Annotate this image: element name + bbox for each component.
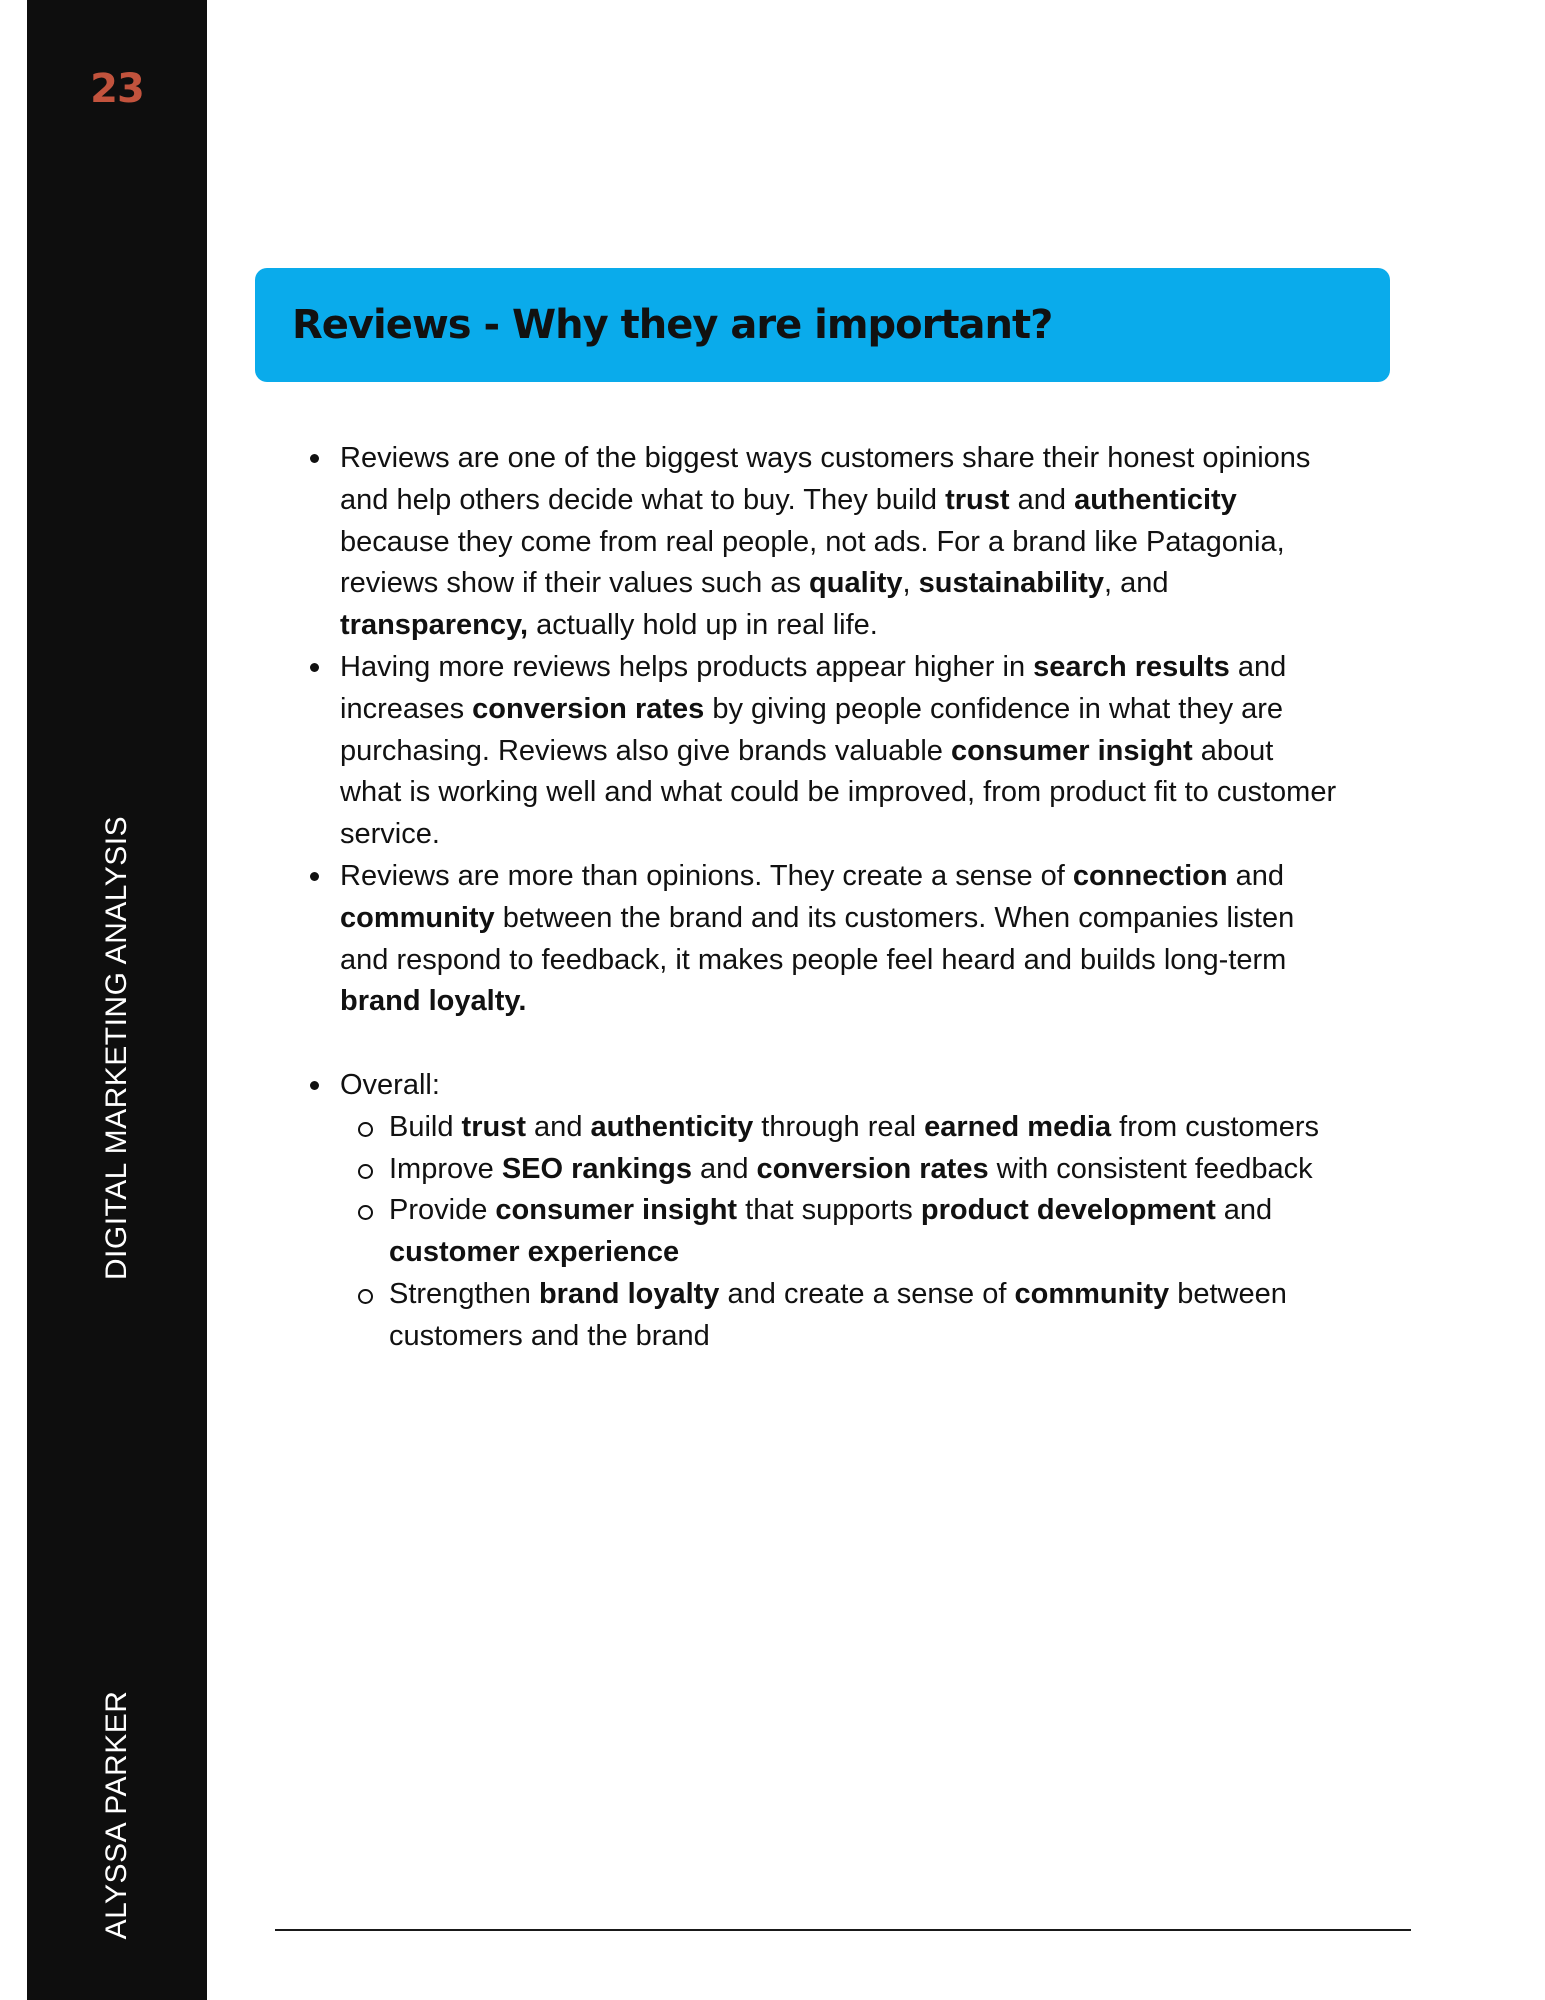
bold-term: authenticity — [590, 1110, 754, 1143]
footer-divider — [275, 1929, 1411, 1931]
text-run: that supports — [737, 1194, 921, 1227]
bold-term: search results — [1033, 650, 1230, 683]
text-run: and — [1009, 483, 1075, 516]
bold-term: authenticity — [1074, 483, 1237, 516]
text-run: Provide — [389, 1194, 496, 1227]
bold-term: connection — [1072, 859, 1228, 892]
text-run: Reviews are more than opinions. They create a sense of — [340, 859, 1073, 892]
bold-term: customer experience — [389, 1236, 680, 1269]
page-title: Reviews - Why they are important? — [292, 302, 1053, 348]
bold-term: conversion rates — [472, 692, 705, 725]
text-run: through real — [753, 1110, 925, 1143]
page-number: 23 — [90, 66, 144, 112]
text-run: and — [1227, 859, 1285, 892]
text-run: , — [902, 567, 919, 600]
bold-term: community — [1014, 1277, 1170, 1310]
bold-term: brand loyalty. — [340, 985, 527, 1018]
report-title: DIGITAL MARKETING ANALYSIS — [100, 815, 133, 1281]
sub-bullet-item — [389, 1190, 1340, 1274]
text-run: by giving people confidence in what they are purchasing. Reviews also give brands valuable — [340, 692, 1284, 767]
text-run: and — [526, 1110, 591, 1143]
text-run: Strengthen — [389, 1277, 539, 1310]
text-run: and increases — [340, 650, 1287, 725]
bold-term: earned media — [924, 1110, 1112, 1143]
text-run: and — [692, 1152, 757, 1185]
bullet-item — [340, 647, 1340, 856]
sub-bullet-item — [389, 1149, 1340, 1191]
text-run: with consistent feedback — [988, 1152, 1313, 1185]
bold-term: SEO rankings — [501, 1152, 692, 1185]
content-body — [340, 438, 1340, 1358]
bold-term: quality — [809, 567, 903, 600]
bold-term: conversion rates — [756, 1152, 989, 1185]
text-run: , and — [1103, 567, 1169, 600]
text-run: Reviews are one of the biggest ways customers share their honest opinions and help others decide what to buy. They build — [340, 442, 1311, 516]
text-run: Having more reviews helps products appear higher in — [340, 650, 1034, 683]
sub-bullet-list — [389, 1107, 1340, 1358]
sub-bullet-item — [389, 1274, 1340, 1358]
text-run: between the brand and its customers. When companies listen and respond to feedback, it makes people feel heard and builds long-term — [340, 901, 1295, 976]
bold-term: consumer insight — [495, 1194, 738, 1227]
text-run: between customers and the brand — [389, 1277, 1287, 1352]
text-run: actually hold up in real life. — [528, 609, 878, 642]
bold-term: trust — [945, 483, 1010, 516]
bold-term: brand loyalty — [538, 1277, 720, 1310]
text-run: and create a sense of — [719, 1277, 1015, 1310]
sidebar — [27, 0, 207, 2000]
bullet-item — [340, 856, 1340, 1023]
bold-term: trust — [461, 1110, 526, 1143]
text-run: because they come from real people, not ads. For a brand like Patagonia, reviews show if their values such as — [340, 525, 1285, 600]
text-run: and — [1215, 1194, 1273, 1227]
text-run: about what is working well and what could be improved, from product fit to customer service. — [340, 734, 1337, 851]
text-run: Improve — [389, 1152, 502, 1185]
bullet-item — [340, 438, 1340, 647]
header-banner — [255, 268, 1390, 382]
bullet-list — [340, 438, 1340, 1358]
bold-term: transparency, — [340, 609, 529, 642]
text-run: from customers — [1111, 1110, 1319, 1143]
overall-label: Overall: — [340, 1068, 440, 1101]
bold-term: product development — [920, 1194, 1216, 1227]
bold-term: sustainability — [918, 567, 1104, 600]
sub-bullet-item — [389, 1107, 1340, 1149]
bullet-item-overall — [340, 1065, 1340, 1358]
author-name: ALYSSA PARKER — [100, 1690, 133, 1940]
bold-term: community — [340, 901, 495, 934]
text-run: Build — [389, 1110, 462, 1143]
bold-term: consumer insight — [950, 734, 1193, 767]
